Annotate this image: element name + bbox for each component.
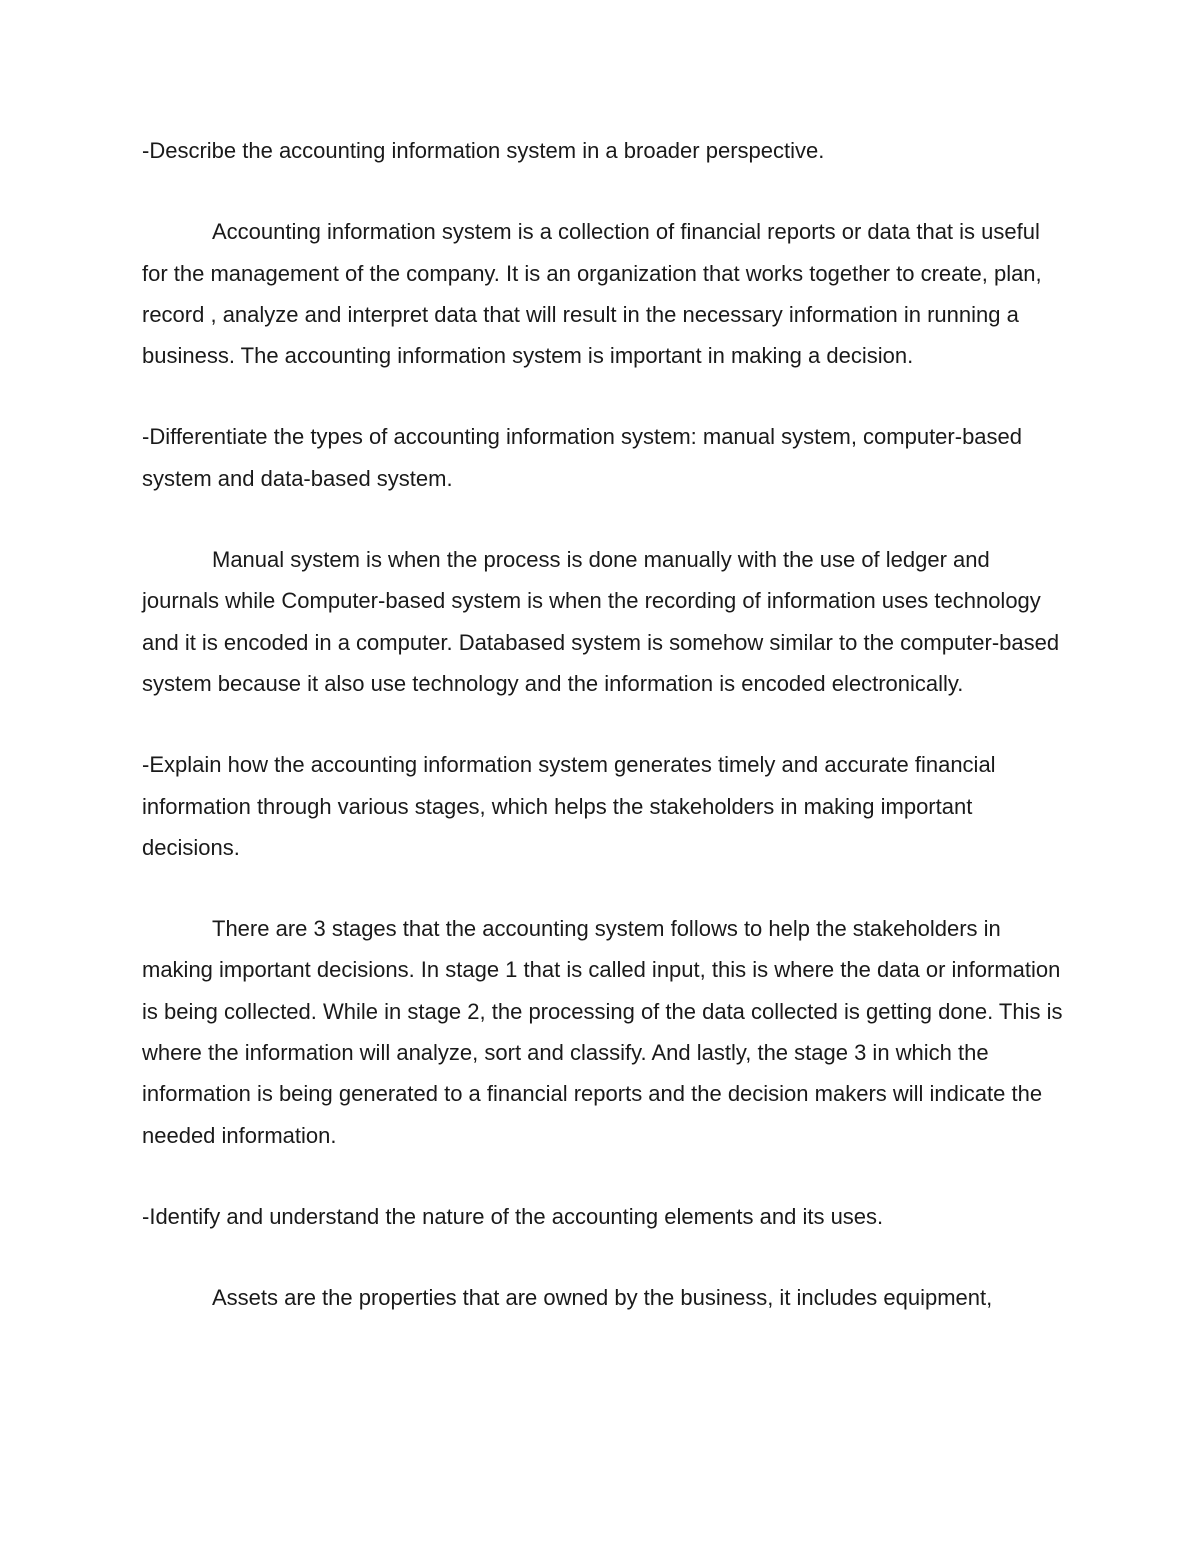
answer-4: Assets are the properties that are owned by the business, it includes equipment, [212, 1285, 993, 1311]
answer-3: There are 3 stages that the accounting system follows to help the stakeholders in making important decisions. In stage 1 that is called input, this is where the data or information is being collected. While in stage 2, the processing of the data collected is getting done. This is where the information will analyze, sort and classify. And lastly, the stage 3 in which the information is being generated to a financial reports and the decision makers will indicate the needed information. [142, 916, 1063, 1148]
document-body [142, 130, 1067, 1359]
question-1: -Describe the accounting information system in a broader perspective. [142, 138, 825, 163]
question-2: -Differentiate the types of accounting information system: manual system, computer-based system and data-based system. [142, 424, 1023, 491]
answer-1: Accounting information system is a collection of financial reports or data that is useful for the management of the company. It is an organization that works together to create, plan, record , analyze and interpret data that will result in the necessary information in running a business. The accounting information system is important in making a decision. [142, 219, 1042, 369]
question-4: -Identify and understand the nature of the accounting elements and its uses. [142, 1203, 884, 1229]
question-3: -Explain how the accounting information system generates timely and accurate financial information through various stages, which helps the stakeholders in making important decisions. [142, 752, 996, 860]
answer-2: Manual system is when the process is done manually with the use of ledger and journals while Computer-based system is when the recording of information uses technology and it is encoded in a computer. Databased system is somehow similar to the computer-based system because it also use technology and the information is encoded electronically. [142, 547, 1060, 696]
